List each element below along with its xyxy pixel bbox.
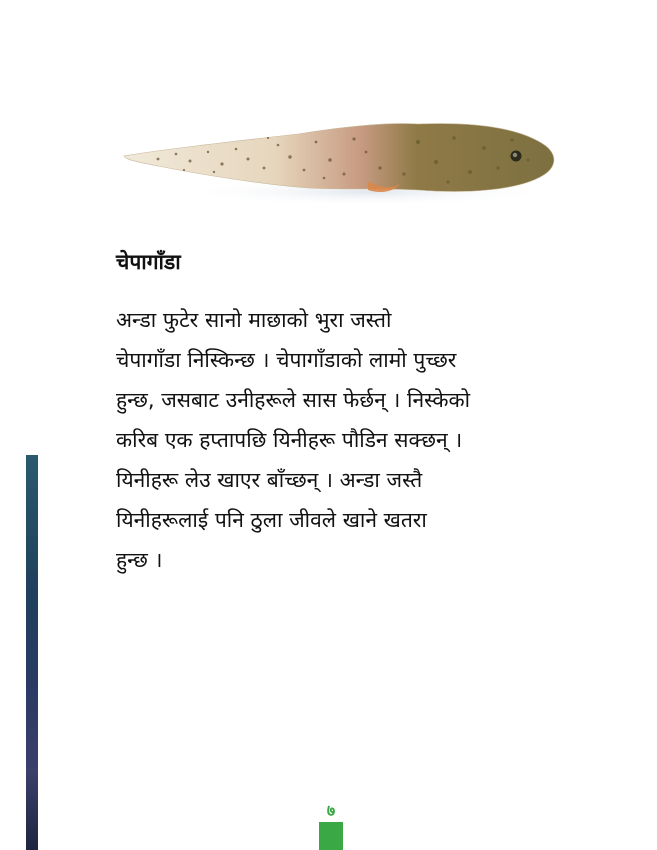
body-line: अन्डा फुटेर सानो माछाको भुरा जस्तो [116, 308, 392, 332]
body-line: यिनीहरू लेउ खाएर बाँच्छन् । अन्डा जस्तै [116, 468, 423, 492]
body-line: हुन्छ, जसबाट उनीहरूले सास फेर्छन् । निस्केको [116, 388, 471, 412]
page-number: ७ [326, 801, 336, 820]
body-paragraph [116, 300, 586, 580]
tadpole-illustration [118, 112, 558, 212]
body-line: करिब एक हप्तापछि यिनीहरू पौडिन सक्छन् । [116, 428, 463, 452]
body-line: हुन्छ । [116, 548, 163, 572]
page-number-bar [319, 822, 343, 850]
body-line: चेपागाँडा निस्किन्छ । चेपागाँडाको लामो पुच्छर [116, 348, 457, 372]
decorative-edge-strip [26, 455, 38, 850]
body-line: यिनीहरूलाई पनि ठुला जीवले खाने खतरा [116, 508, 427, 532]
page-number-tab [318, 800, 344, 850]
page-title: चेपागाँडा [116, 250, 181, 274]
